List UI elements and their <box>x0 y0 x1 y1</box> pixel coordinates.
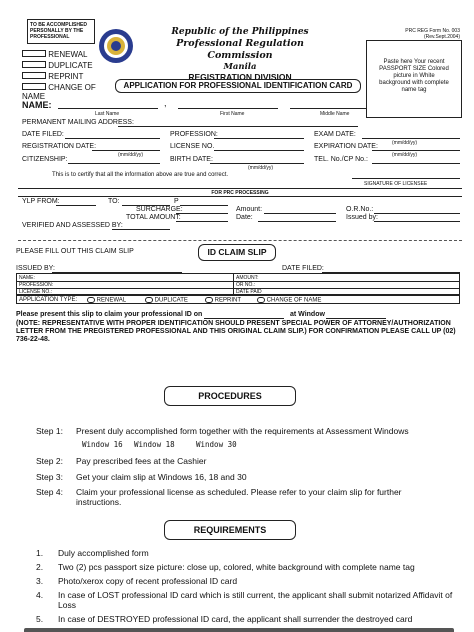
ylp-from-label: YLP FROM: <box>22 198 60 205</box>
license-no-label: LICENSE NO. <box>170 143 215 150</box>
procedures-title-box <box>164 386 296 406</box>
claim-note: (NOTE: REPRESENTATIVE WITH PROPER IDENTIFICATION SHOULD PRESENT SPECIAL POWER OF ATTORNEY/AUTHORIZATION LETTER FROM THE PREGISTERED PROFESSIONAL AND THIS ORIGINAL CLAIM SLIP.) FOR CONFIRMATION PLEASE CALL UP (02) 736-22-48. <box>16 320 456 343</box>
req-3-num: 3. <box>36 576 44 586</box>
step-2-text: Pay prescribed fees at the Cashier <box>76 456 207 466</box>
photo-note: Paste here Your recent PASSPORT SIZE Colored picture in White background with complete name tag <box>379 59 449 93</box>
req-1-num: 1. <box>36 548 44 558</box>
birth-date-field[interactable] <box>210 163 304 164</box>
license-no-field[interactable] <box>214 150 304 151</box>
or-no-field[interactable] <box>374 213 460 214</box>
claim-fill-note: PLEASE FILL OUT THIS CLAIM SLIP <box>16 248 134 255</box>
expiration-date-field[interactable] <box>372 150 460 151</box>
ylp-from-field[interactable] <box>56 205 96 206</box>
claim-date-paid-cell[interactable]: DATE PAID <box>236 289 262 295</box>
processing-divider-2 <box>18 196 462 197</box>
window-18: Window 18 <box>134 440 175 449</box>
signature-caption: SIGNATURE OF LICENSEE <box>364 181 428 187</box>
option-change-of-name[interactable]: CHANGE OF NAME <box>22 83 96 101</box>
citizenship-field[interactable] <box>68 163 160 164</box>
first-name-caption: First Name <box>220 111 245 117</box>
application-type-label: APPLICATION TYPE: <box>19 297 78 303</box>
processing-title: FOR PRC PROCESSING <box>211 190 269 196</box>
claim-table <box>16 273 460 295</box>
reprint-checkbox[interactable] <box>22 72 46 79</box>
name-middle-field[interactable] <box>290 108 366 109</box>
claim-title-box <box>198 244 276 261</box>
claim-amount-cell[interactable]: AMOUNT: <box>236 275 259 281</box>
name-first-field[interactable] <box>178 108 278 109</box>
change-of-name-checkbox[interactable] <box>22 83 46 90</box>
citizenship-label: CITIZENSHIP: <box>22 156 68 163</box>
issued-by-field[interactable] <box>374 221 460 222</box>
tel-field[interactable] <box>372 163 460 164</box>
accomplish-note: TO BE ACCOMPLISHED PERSONALLY BY THE PROFESSIONAL <box>30 22 87 40</box>
expiration-date-label: EXPIRATION DATE: <box>314 143 378 150</box>
total-amount-field[interactable] <box>176 221 228 222</box>
name-comma: , <box>164 98 167 108</box>
option-renewal[interactable]: RENEWAL <box>22 50 112 61</box>
claim-date-filed-label: DATE FILED: <box>282 265 324 272</box>
type-duplicate[interactable]: DUPLICATE <box>145 297 188 305</box>
claim-profession-cell[interactable]: PROFESSION: <box>19 282 54 288</box>
option-duplicate[interactable]: DUPLICATE <box>22 61 112 72</box>
claim-window-field[interactable] <box>326 318 386 319</box>
req-1-text: Duly accomplished form <box>58 548 149 558</box>
form-title: APPLICATION FOR PROFESSIONAL IDENTIFICATION CARD <box>123 81 353 90</box>
req-4-text: In case of LOST professional ID card which is still current, the applicant shall submit notarized Affidavit of Loss <box>58 590 453 610</box>
middle-name-caption: Middle Name <box>320 111 350 117</box>
signature-field[interactable] <box>352 178 460 179</box>
type-reprint[interactable]: REPRINT <box>205 297 241 305</box>
claim-issued-by-label: ISSUED BY: <box>16 265 55 272</box>
division-text: REGISTRATION DIVISION <box>188 72 292 82</box>
step-3-text: Get your claim slip at Windows 16, 18 and 30 <box>76 472 247 482</box>
certify-text: This is to certify that all the information above are true and correct. <box>52 172 229 178</box>
p-label: P <box>174 198 179 205</box>
change-of-name-radio[interactable] <box>257 297 265 303</box>
date-filed-label: DATE FILED: <box>22 131 64 138</box>
step-1-label: Step 1: <box>36 426 63 436</box>
mailing-address-label: PERMANENT MAILING ADDRESS: <box>22 119 134 126</box>
requirements-title-box <box>164 520 296 540</box>
step-4-label: Step 4: <box>36 487 63 497</box>
expiration-date-format: (mm/dd/yy) <box>392 152 417 158</box>
ylp-to-label: TO: <box>108 198 120 205</box>
exam-date-format: (mm/dd/yy) <box>392 140 417 146</box>
req-3-text: Photo/xerox copy of recent professional ID card <box>58 576 238 586</box>
bottom-bar <box>24 628 454 632</box>
accomplish-note-box <box>27 19 95 44</box>
name-label: NAME: <box>22 100 52 110</box>
verified-label: VERIFIED AND ASSESSED BY: <box>22 222 123 229</box>
city-text: Manila <box>223 62 257 72</box>
present-slip-text-a: Please present this slip to claim your professional ID on <box>16 311 203 318</box>
date-filed-field[interactable] <box>65 138 160 139</box>
registration-date-format: (mm/dd/yy) <box>118 152 143 158</box>
req-2-text: Two (2) pcs passport size picture: close up, colored, white background with complete name tag <box>58 562 415 572</box>
reprint-radio[interactable] <box>205 297 213 303</box>
or-no-label: O.R.No.: <box>346 206 374 213</box>
cut-line <box>18 240 462 241</box>
last-name-caption: Last Name <box>95 111 120 117</box>
procedures-title: PROCEDURES <box>198 391 262 401</box>
amount-field[interactable] <box>264 213 336 214</box>
date-field[interactable] <box>258 221 336 222</box>
step-4-text: Claim your professional license as scheduled. Please refer to your claim slip for further instructions. <box>76 487 402 507</box>
mailing-address-field[interactable] <box>118 126 358 127</box>
issued-by-label: Issued by: <box>346 214 378 221</box>
prc-seal-icon <box>98 28 134 64</box>
commission-text: Professional Regulation Commission <box>176 38 304 61</box>
date-label: Date: <box>236 214 253 221</box>
present-slip-text-b: at Window <box>290 311 325 318</box>
renewal-checkbox[interactable] <box>22 50 46 57</box>
window-30: Window 30 <box>196 440 237 449</box>
duplicate-checkbox[interactable] <box>22 61 46 68</box>
step-2-label: Step 2: <box>36 456 63 466</box>
name-last-field[interactable] <box>58 108 158 109</box>
verified-field[interactable] <box>112 229 170 230</box>
claim-name-cell[interactable]: NAME: <box>19 275 35 281</box>
req-5-text: In case of DESTROYED professional ID card, the applicant shall surrender the destroyed card <box>58 614 413 624</box>
total-amount-label: TOTAL AMOUNT: <box>126 214 181 221</box>
renewal-radio[interactable] <box>87 297 95 303</box>
p-field[interactable] <box>180 205 228 206</box>
option-reprint[interactable]: REPRINT <box>22 72 112 83</box>
birth-date-label: BIRTH DATE: <box>170 156 213 163</box>
amount-label: Amount: <box>236 206 263 213</box>
form-title-box <box>115 79 361 93</box>
birth-date-format: (mm/dd/yy) <box>248 165 273 171</box>
duplicate-radio[interactable] <box>145 297 153 303</box>
claim-title: ID CLAIM SLIP <box>207 247 267 257</box>
exam-date-field[interactable] <box>362 138 460 139</box>
claim-or-no-cell[interactable]: OR NO.: <box>236 282 256 288</box>
processing-divider <box>18 188 462 189</box>
profession-label: PROFESSION: <box>170 131 218 138</box>
application-type-row <box>16 295 460 304</box>
req-5-num: 5. <box>36 614 44 624</box>
profession-field[interactable] <box>214 138 304 139</box>
claim-license-cell[interactable]: LICENSE NO.: <box>19 289 53 295</box>
req-4-num: 4. <box>36 590 44 600</box>
republic-text: Republic of the Philippines <box>171 27 309 37</box>
type-change-of-name[interactable]: CHANGE OF NAME <box>257 297 321 305</box>
registration-date-label: REGISTRATION DATE: <box>22 143 97 150</box>
tel-label: TEL. No./CP No.: <box>314 156 368 163</box>
surcharge-label: SURCHARGE: <box>136 206 183 213</box>
window-16: Window 16 <box>82 440 123 449</box>
form-number: PRC REG Form No. 003 (Rev.Sept.2004) <box>405 28 460 40</box>
photo-box[interactable] <box>366 40 462 118</box>
exam-date-label: EXAM DATE: <box>314 131 356 138</box>
step-1-text: Present duly accomplished form together with the requirements at Assessment Windows <box>76 426 409 436</box>
registration-date-field[interactable] <box>92 150 160 151</box>
req-2-num: 2. <box>36 562 44 572</box>
header-titles <box>150 27 330 83</box>
type-renewal[interactable]: RENEWAL <box>87 297 126 305</box>
surcharge-field[interactable] <box>176 213 228 214</box>
claim-date-field[interactable] <box>204 318 284 319</box>
step-3-label: Step 3: <box>36 472 63 482</box>
requirements-title: REQUIREMENTS <box>193 525 267 535</box>
